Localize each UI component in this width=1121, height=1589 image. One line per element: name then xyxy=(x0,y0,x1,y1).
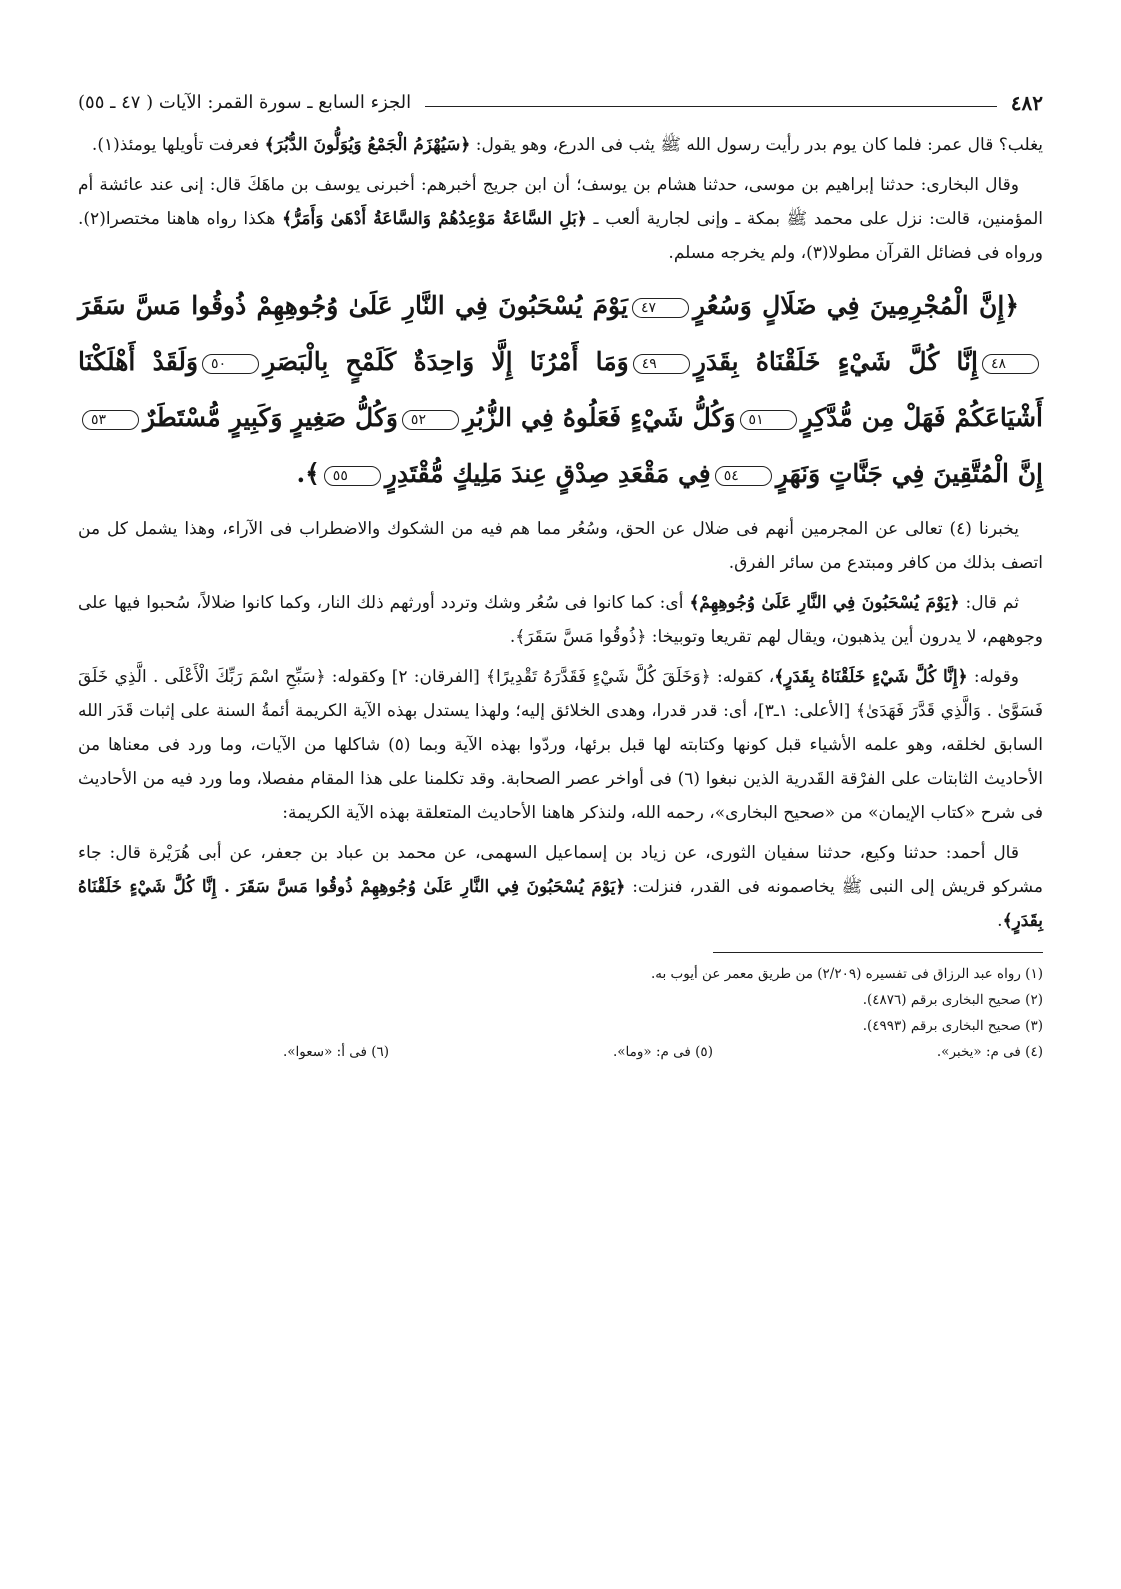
body-text xyxy=(78,128,1043,938)
commentary-2 xyxy=(78,586,1043,654)
quran-verses-block xyxy=(78,278,1043,502)
header-title: الجزء السابع ـ سورة القمر: الآيات ( ٤٧ ـ ٥٥) xyxy=(78,92,412,113)
paragraph-2-quote: ﴿بَلِ السَّاعَةُ مَوْعِدُهُمْ وَالسَّاعَةُ أَدْهَىٰ وَأَمَرُّ﴾ xyxy=(282,209,587,229)
verse-text: وَمَا أَمْرُنَا إِلَّا وَاحِدَةٌ كَلَمْحٍ بِالْبَصَرِ xyxy=(263,347,629,376)
commentary-1 xyxy=(78,512,1043,580)
verse-text: فِي مَقْعَدِ صِدْقٍ عِندَ مَلِيكٍ مُّقْتَدِرٍ xyxy=(384,459,711,488)
ayah-number-marker: ٥٢ xyxy=(402,410,459,430)
paragraph-1-text: يغلب؟ قال عمر: فلما كان يوم بدر رأيت رسول الله ﷺ يثب فى الدرع، وهو يقول: xyxy=(470,135,1043,155)
footnote-3: (٣) صحيح البخارى برقم (٤٩٩٣). xyxy=(862,1018,1043,1034)
commentary-4-quote: ﴿يَوْمَ يُسْحَبُونَ فِي النَّارِ عَلَىٰ وُجُوهِهِمْ ذُوقُوا مَسَّ سَقَرَ . إِنَّا كُلَّ شَيْءٍ خَلَقْنَاهُ بِقَدَرٍ﴾ xyxy=(78,877,1043,931)
commentary-4-tail: . xyxy=(997,911,1003,931)
ayah-number-marker: ٤٨ xyxy=(982,354,1039,374)
verse-text: إِنَّ الْمُجْرِمِينَ فِي ضَلَالٍ وَسُعُرٍ xyxy=(692,291,1005,320)
verse-text: وَكُلُّ صَغِيرٍ وَكَبِيرٍ مُّسْتَطَرٌ xyxy=(143,403,398,432)
verse-text: وَلَقَدْ أَهْلَكْنَا أَشْيَاعَكُمْ فَهَلْ مِن مُّدَّكِرٍ xyxy=(78,347,1043,432)
verse-text: إِنَّا كُلَّ شَيْءٍ خَلَقْنَاهُ بِقَدَرٍ xyxy=(693,347,978,376)
ayah-number-marker: ٤٧ xyxy=(632,298,689,318)
paragraph-2 xyxy=(78,168,1043,270)
verse-text: يَوْمَ يُسْحَبُونَ فِي النَّارِ عَلَىٰ وُجُوهِهِمْ ذُوقُوا مَسَّ سَقَرَ xyxy=(78,291,628,320)
ayah-number-marker: ٥١ xyxy=(740,410,797,430)
running-header xyxy=(78,86,1043,120)
ayah-number-marker: ٥٥ xyxy=(324,466,381,486)
footnote-row xyxy=(283,1039,1043,1065)
footnote-2: (٢) صحيح البخارى برقم (٤٨٧٦). xyxy=(862,992,1043,1008)
page xyxy=(78,86,1043,1556)
ayah-number-marker: ٤٩ xyxy=(633,354,690,374)
footnote-5: (٥) فى م: «وما». xyxy=(612,1044,713,1060)
ayah-number-marker: ٥٤ xyxy=(715,466,772,486)
ayah-number-marker: ٥٠ xyxy=(202,354,259,374)
commentary-2-tail: أى: كما كانوا فى سُعُر وشك وتردد أورثهم ذلك النار، وكما كانوا ضلالاً، سُحبوا فيها على وجوههم، لا يدرون أين يذهبون، ويقال لهم تقريعا وتوبيخا: ﴿ذُوقُوا مَسَّ سَقَرَ﴾. xyxy=(78,593,1043,647)
commentary-3 xyxy=(78,660,1043,830)
commentary-3-tail: ، كقوله: ﴿وَخَلَقَ كُلَّ شَيْءٍ فَقَدَّرَهُ تَقْدِيرًا﴾ [الفرقان: ٢] وكقوله: ﴿سَبِّحِ اسْمَ رَبِّكَ الْأَعْلَى . الَّذِي خَلَقَ فَسَوَّىٰ . وَالَّذِي قَدَّرَ فَهَدَىٰ﴾ [الأعلى: ١ـ٣]، أى: قدر قدرا، وهدى الخلائق إليه؛ ولهذا يستدل بهذه الآية الكريمة أئمةُ السنة على إثبات قَدَر الله السابق لخلقه، وهو علمه الأشياء قبل كونها وكتابته لها قبل برئها، وردّوا بهذه الآية وبما (٥) شاكلها من الآيات، وما ورد فى معناها من الأحاديث الثابتات على الفرْقة القَدرية الذين نبغوا (٦) فى أواخر عصر الصحابة. وقد تكلمنا على هذا المقام مفصلا، وما ورد فيه من الأحاديث فى شرح «كتاب الإيمان» من «صحيح البخارى»، رحمه الله، ولنذكر هاهنا الأحاديث المتعلقة بهذه الآية الكريمة: xyxy=(78,667,1044,823)
header-rule xyxy=(425,106,997,107)
footnote-4: (٤) فى م: «يخبر». xyxy=(936,1044,1043,1060)
paragraph-2-text: وقال البخارى: حدثنا إبراهيم بن موسى، حدثنا هشام بن يوسف؛ أن ابن جريج أخبرهم: أخبرنى يوسف بن ماهَكَ قال: إنى عند عائشة أم المؤمنين، قالت: نزل على محمد ﷺ بمكة ـ وإنى لجارية ألعب ـ xyxy=(78,175,1044,229)
paragraph-1 xyxy=(78,128,1043,162)
ayah-number-marker: ٥٣ xyxy=(82,410,139,430)
verse-text: إِنَّ الْمُتَّقِينَ فِي جَنَّاتٍ وَنَهَرٍ xyxy=(775,459,1043,488)
paragraph-1-quote: ﴿سَيُهْزَمُ الْجَمْعُ وَيُوَلُّونَ الدُّبُرَ﴾ xyxy=(264,135,471,155)
paragraph-1-tail: فعرفت تأويلها يومئذ(١). xyxy=(91,135,265,155)
commentary-3-text: وقوله: xyxy=(967,667,1019,687)
footnote-6: (٦) فى أ: «سعوا». xyxy=(283,1044,390,1060)
paragraph-2-tail: هكذا رواه هاهنا مختصرا(٢). ورواه فى فضائل القرآن مطولا(٣)، ولم يخرجه مسلم. xyxy=(78,209,1043,263)
verse-text: وَكُلُّ شَيْءٍ فَعَلُوهُ فِي الزُّبُرِ xyxy=(462,403,736,432)
commentary-2-quote: ﴿يَوْمَ يُسْحَبُونَ فِي النَّارِ عَلَىٰ وُجُوهِهِمْ﴾ xyxy=(689,593,960,613)
verses-close-bracket: ﴾. xyxy=(296,459,320,488)
verses-open-bracket: ﴿ xyxy=(1004,291,1019,320)
commentary-3-quote: ﴿إِنَّا كُلَّ شَيْءٍ خَلَقْنَاهُ بِقَدَرٍ﴾ xyxy=(774,667,968,687)
commentary-2-text: ثم قال: xyxy=(959,593,1019,613)
footnotes xyxy=(78,961,1043,1065)
commentary-4-text: قال أحمد: حدثنا وكيع، حدثنا سفيان الثورى، عن زياد بن إسماعيل السهمى، عن محمد بن عباد بن جعفر، عن أبى هُرَيْرة قال: جاء مشركو قريش إلى النبى ﷺ يخاصمونه فى القدر، فنزلت: xyxy=(78,843,1043,897)
page-number: ٤٨٢ xyxy=(1010,91,1043,115)
footnote-rule xyxy=(713,952,1043,953)
commentary-4 xyxy=(78,836,1043,938)
commentary-1-text: يخبرنا (٤) تعالى عن المجرمين أنهم فى ضلال عن الحق، وسُعُر مما هم فيه من الشكوك والاضطراب فى الآراء، وهذا يشمل كل من اتصف بذلك من كافر ومبتدع من سائر الفرق. xyxy=(78,519,1043,573)
footnote-1: (١) رواه عبد الرزاق فى تفسيره (٢/٢٠٩) من طريق معمر عن أيوب به. xyxy=(650,966,1043,982)
